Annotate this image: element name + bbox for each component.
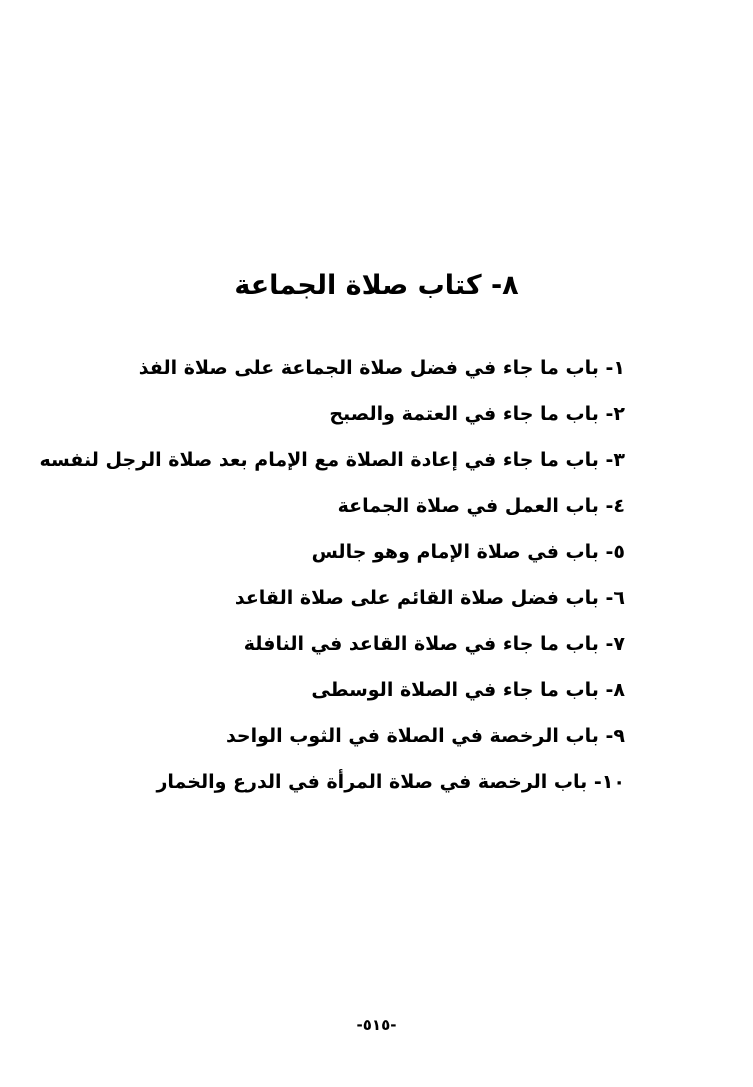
chapter-item-5: ٥- باب في صلاة الإمام وهو جالس <box>311 541 625 563</box>
chapter-item-10: ١٠- باب الرخصة في صلاة المرأة في الدرع والخمار <box>156 771 625 793</box>
chapter-item-2: ٢- باب ما جاء في العتمة والصبح <box>329 403 625 425</box>
chapter-item-8: ٨- باب ما جاء في الصلاة الوسطى <box>311 679 625 701</box>
chapter-item-4: ٤- باب العمل في صلاة الجماعة <box>337 495 625 517</box>
chapter-list <box>0 345 625 805</box>
book-title: ٨- كتاب صلاة الجماعة <box>234 270 519 301</box>
chapter-item-9: ٩- باب الرخصة في الصلاة في الثوب الواحد <box>225 725 625 747</box>
chapter-item-1: ١- باب ما جاء في فضل صلاة الجماعة على صلاة الفذ <box>138 357 625 379</box>
chapter-item-7: ٧- باب ما جاء في صلاة القاعد في النافلة <box>243 633 625 655</box>
chapter-item-6: ٦- باب فضل صلاة القائم على صلاة القاعد <box>234 587 625 609</box>
chapter-item-3: ٣- باب ما جاء في إعادة الصلاة مع الإمام بعد صلاة الرجل لنفسه <box>39 449 625 471</box>
page-number: -٥١٥- <box>356 1016 397 1034</box>
